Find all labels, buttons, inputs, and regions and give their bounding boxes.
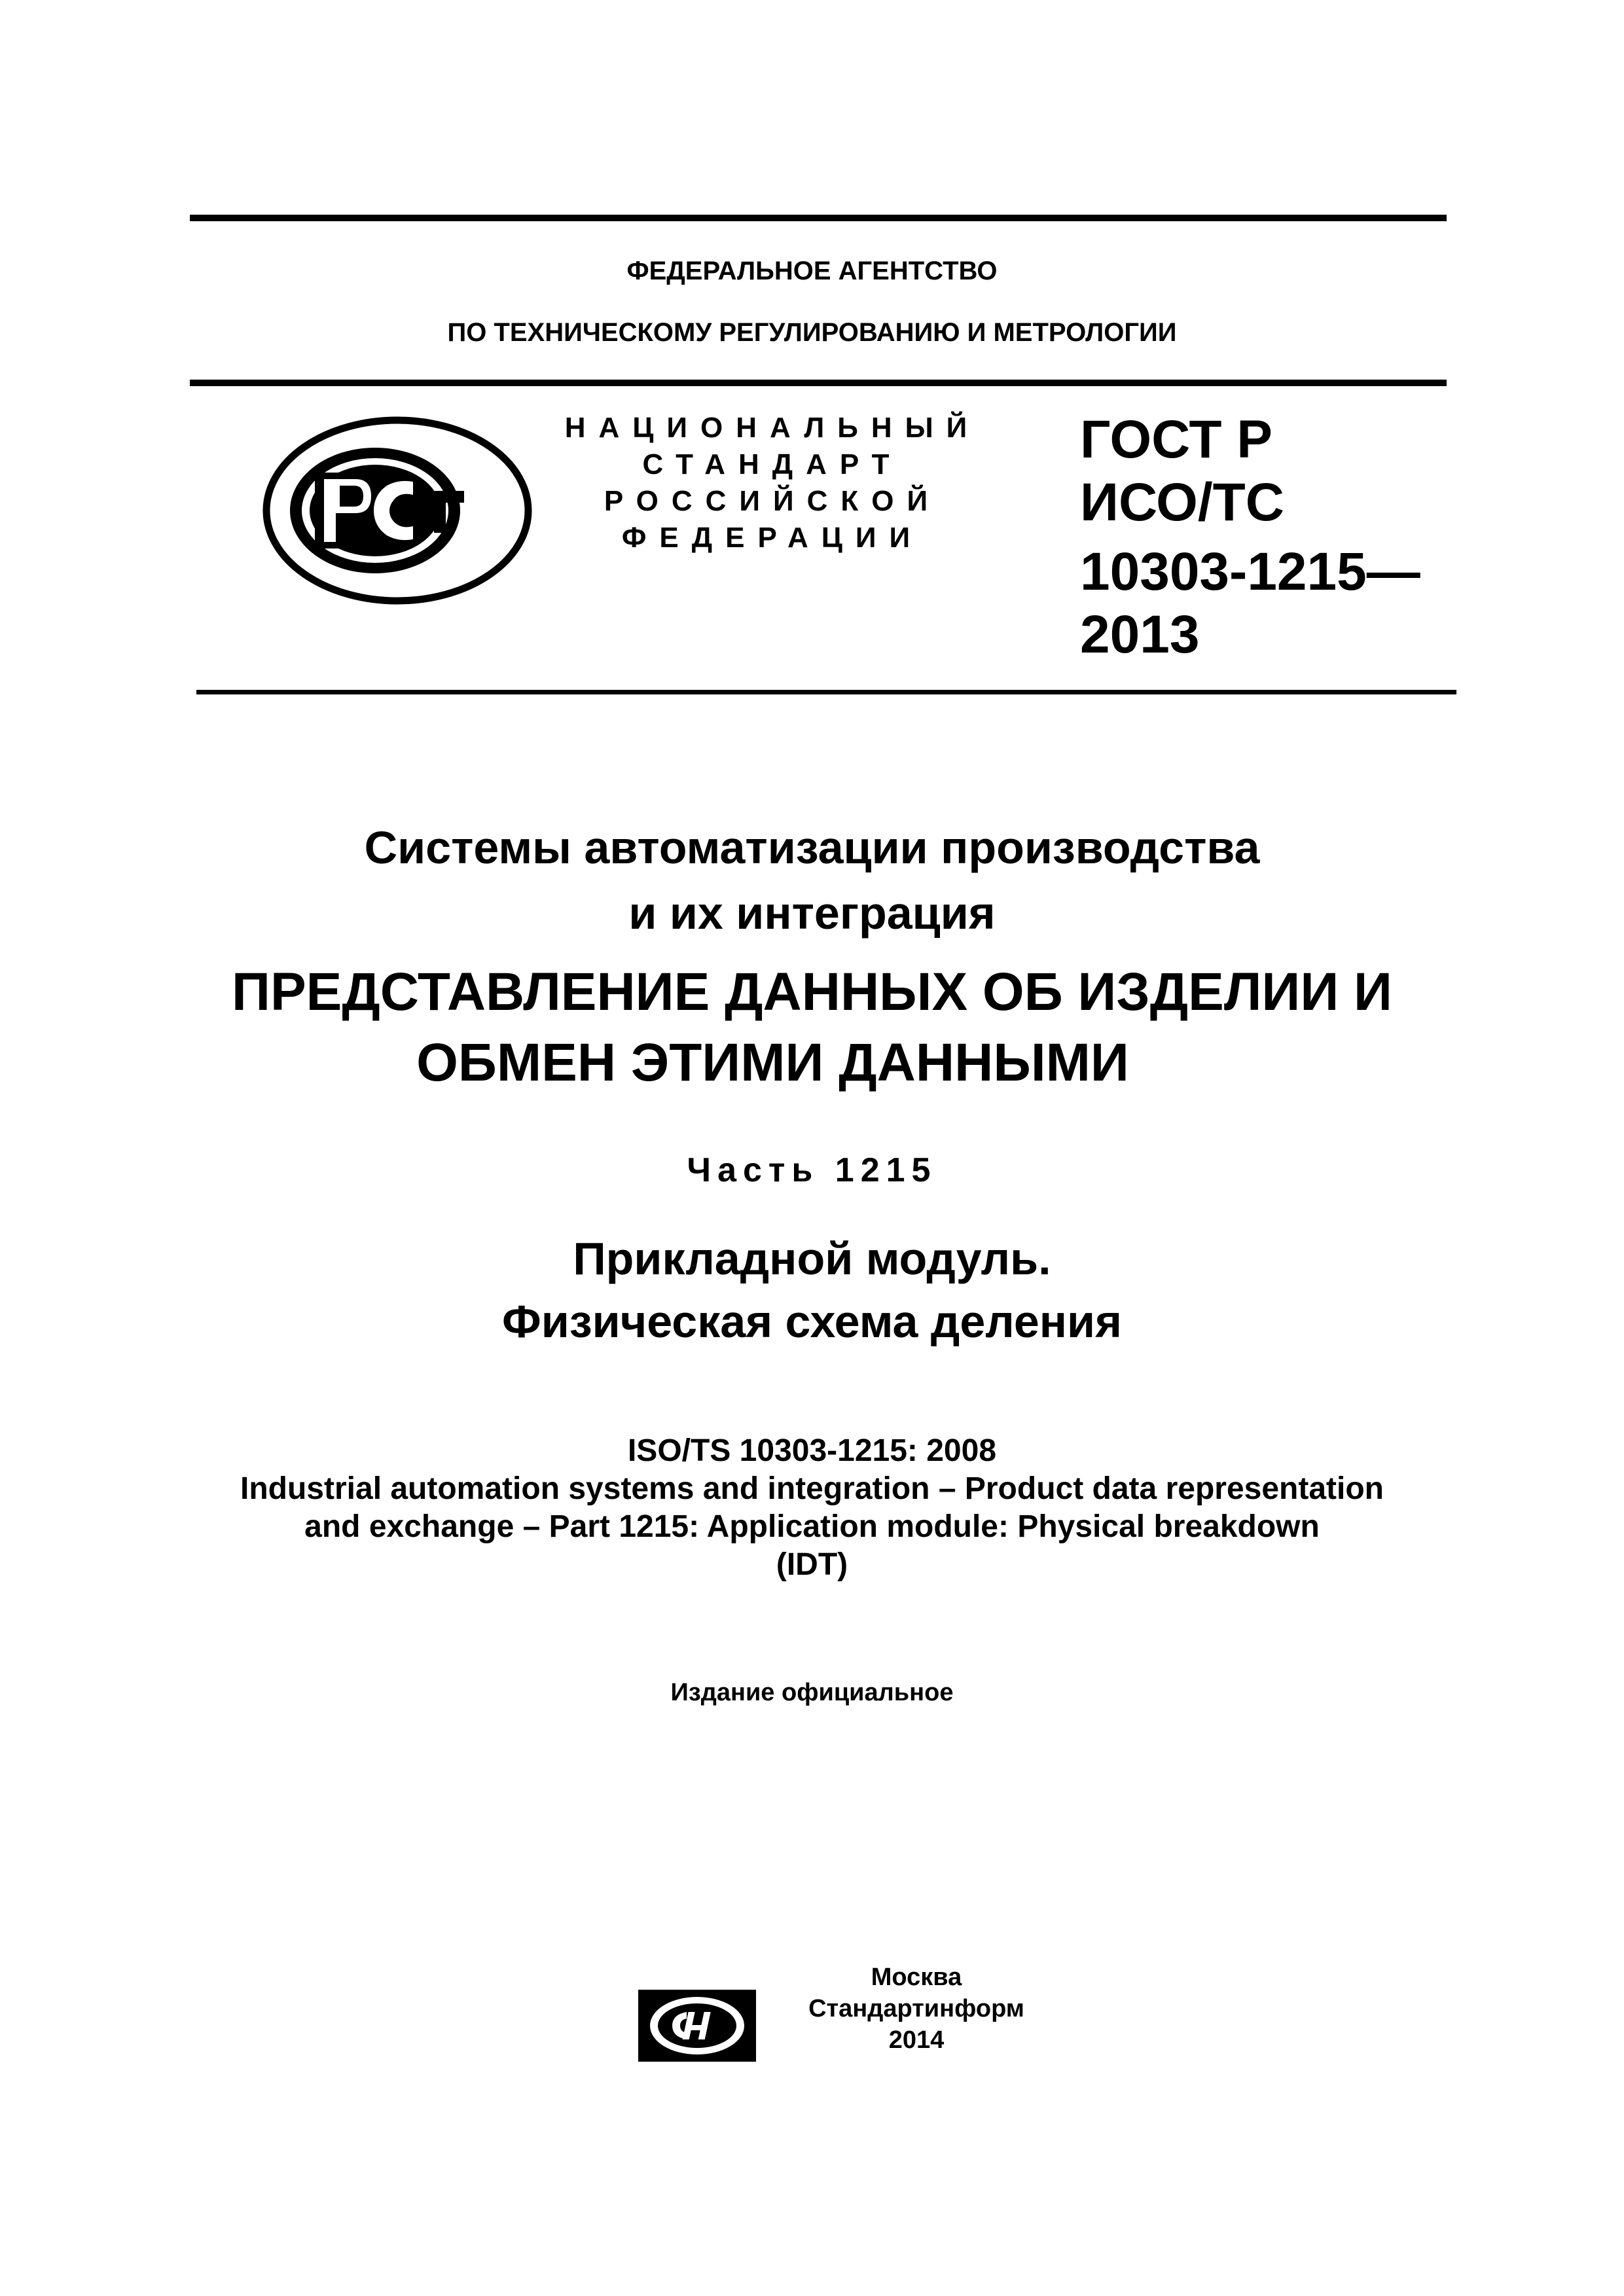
series-title (0, 815, 1624, 946)
module-title-line-1: Прикладной модуль. (573, 1233, 1051, 1284)
publisher-year: 2014 (888, 2026, 945, 2054)
top-rule (190, 215, 1447, 221)
national-standard-line-3: РОССИЙСКОЙ (604, 485, 941, 517)
module-title (0, 1227, 1624, 1353)
national-standard-line-4: ФЕДЕРАЦИИ (621, 522, 924, 554)
standard-code-line-1: ГОСТ Р (1080, 410, 1272, 469)
iso-line-1: ISO/TS 10303-1215: 2008 (627, 1433, 997, 1468)
iso-line-4: (IDT) (776, 1547, 848, 1582)
rst-gost-logo-icon (259, 412, 537, 609)
standartinform-logo-icon (632, 1983, 763, 2068)
national-standard-line-2: СТАНДАРТ (642, 448, 903, 480)
main-title-line-2: ОБМЕН ЭТИМИ ДАННЫМИ (416, 1033, 1129, 1092)
main-title (0, 957, 1624, 1098)
iso-line-3: and exchange – Part 1215: Application module: Physical breakdown (304, 1509, 1320, 1544)
series-title-line-2: и их интеграция (628, 888, 996, 939)
main-title-line-1: ПРЕДСТАВЛЕНИЕ ДАННЫХ ОБ ИЗДЕЛИИ И (232, 962, 1392, 1022)
official-edition: Издание официальное (670, 1679, 954, 1706)
part-number: Часть 1215 (687, 1151, 937, 1189)
publisher-block (759, 1962, 1074, 2056)
standard-code-line-2: ИСО/ТС (1080, 473, 1284, 532)
header-bottom-rule (196, 690, 1456, 694)
publisher-city: Москва (871, 1964, 962, 1991)
module-title-line-2: Физическая схема деления (502, 1296, 1122, 1347)
agency-line-1: ФЕДЕРАЛЬНОЕ АГЕНТСТВО (626, 257, 998, 285)
publisher-name: Стандартинформ (808, 1995, 1024, 2022)
national-standard-line-1: НАЦИОНАЛЬНЫЙ (564, 412, 981, 444)
series-title-line-1: Системы автоматизации производства (364, 822, 1260, 873)
standard-code-line-4: 2013 (1080, 605, 1200, 664)
agency-line-2: ПО ТЕХНИЧЕСКОМУ РЕГУЛИРОВАНИЮ И МЕТРОЛОГИИ (447, 318, 1177, 347)
iso-line-2: Industrial automation systems and integration – Product data representation (240, 1471, 1384, 1506)
iso-reference (0, 1432, 1624, 1584)
agency-bottom-rule (190, 380, 1447, 386)
standard-code-line-3: 10303-1215— (1080, 542, 1420, 601)
